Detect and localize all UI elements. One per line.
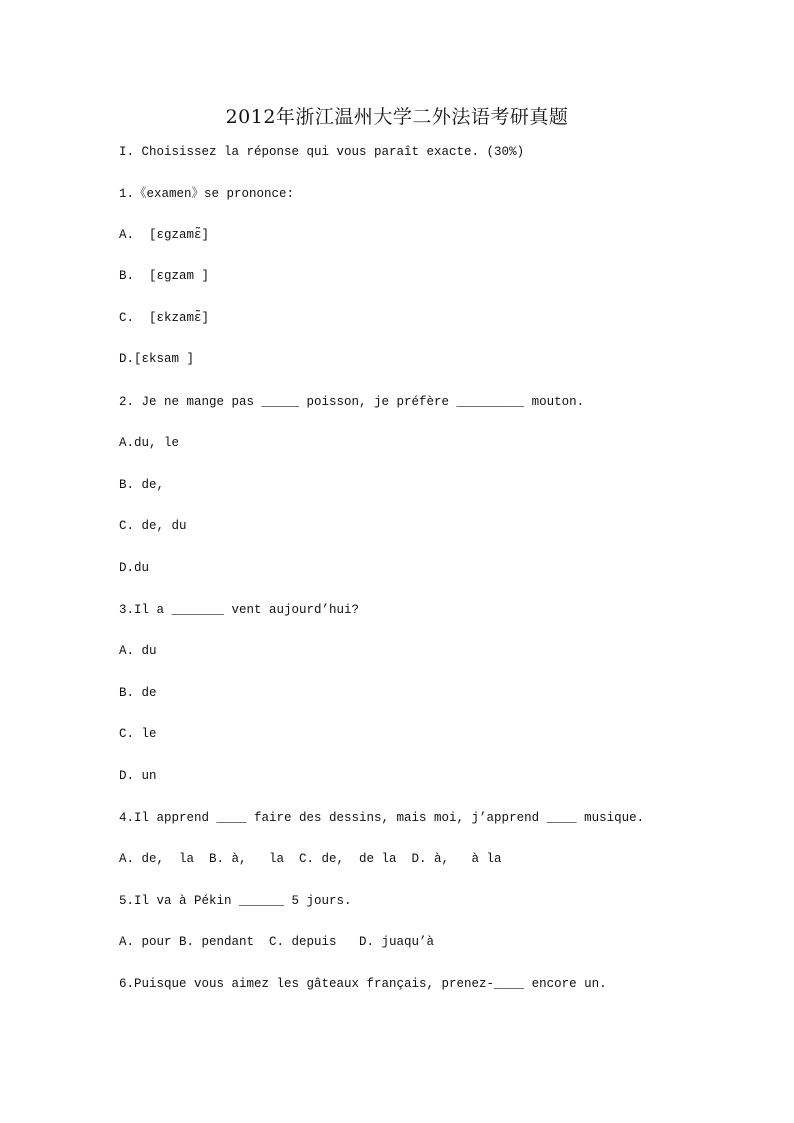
question-6: 6.Puisque vous aimez les gâteaux français, prenez-____ encore un. [119,977,607,991]
page-title: 2012年浙江温州大学二外法语考研真题 [225,106,569,128]
question-4: 4.Il apprend ____ faire des dessins, mais moi, j’apprend ____ musique. [119,811,645,825]
question-1-option-b: B. [ɛgzam ] [119,269,210,283]
question-3-option-c: C. le [119,727,157,741]
question-3-option-d: D. un [119,769,157,783]
question-3-option-a: A. du [119,644,157,658]
question-2-option-a: A.du, le [119,436,180,450]
question-5-options: A. pour B. pendant C. depuis D. juaqu’à [119,935,435,949]
question-4-options: A. de, la B. à, la C. de, de la D. à, à la [119,852,502,866]
question-1-option-c: C. [ɛkzamɛ̃] [119,311,210,325]
question-2-option-d: D.du [119,561,150,575]
question-2-option-b: B. de, [119,478,165,492]
question-3: 3.Il a _______ vent aujourd’hui? [119,603,360,617]
question-3-option-b: B. de [119,686,157,700]
section-instruction: I. Choisissez la réponse qui vous paraît exacte. (30%) [119,145,525,159]
question-1-option-a: A. [ɛgzamɛ̃] [119,228,210,242]
question-5: 5.Il va à Pékin ______ 5 jours. [119,894,352,908]
question-1-option-d: D.[ɛksam ] [119,352,195,366]
question-2: 2. Je ne mange pas _____ poisson, je préfère _________ mouton. [119,395,585,409]
question-2-option-c: C. de, du [119,519,187,533]
question-1: 1.《examen》se prononce: [119,187,295,201]
